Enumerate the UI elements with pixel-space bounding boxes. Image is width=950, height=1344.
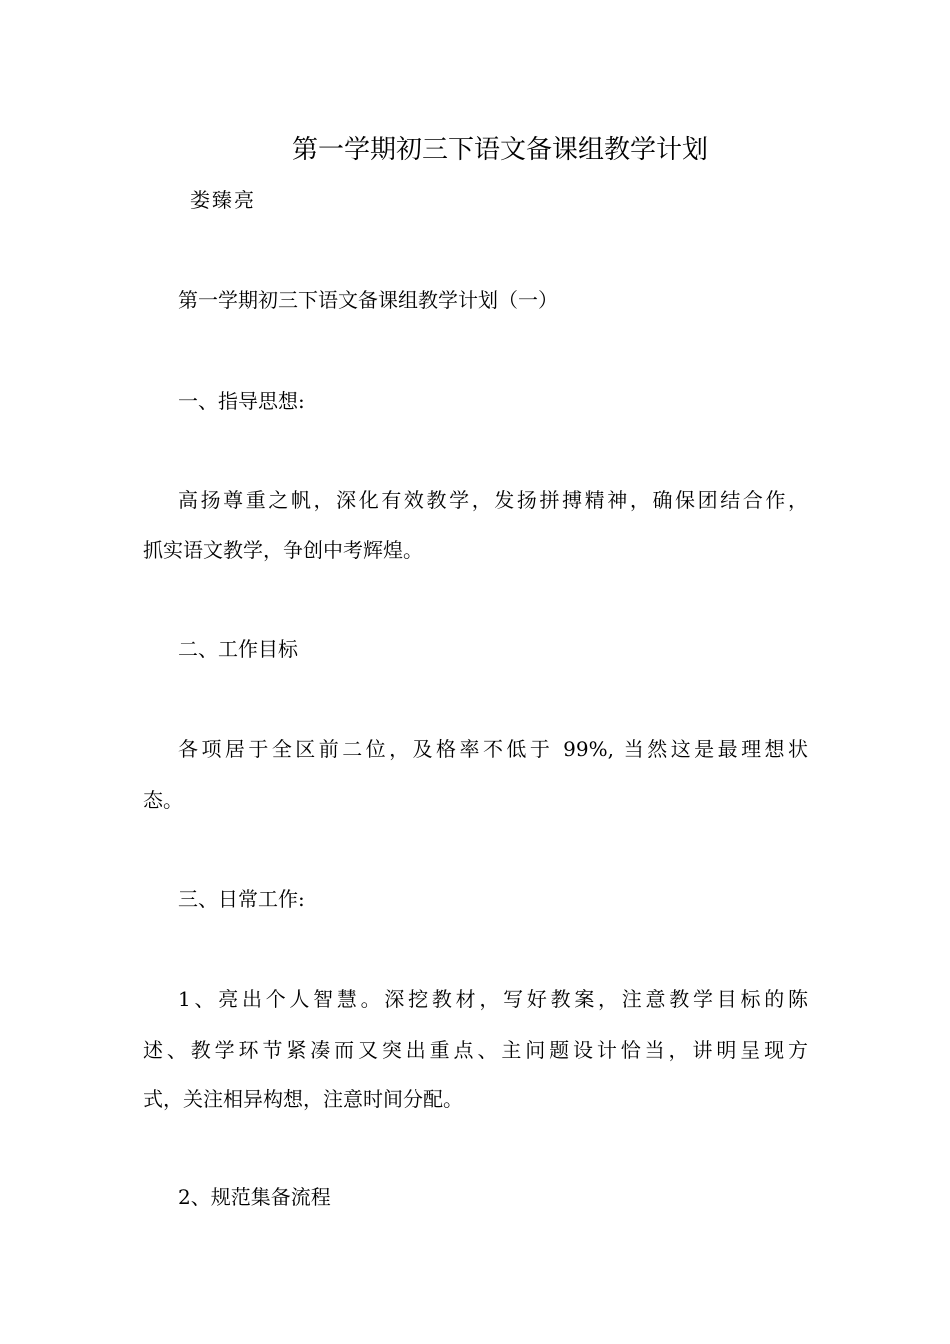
paragraph-line: 1、亮出个人智慧。深挖教材，写好教案，注意教学目标的陈 <box>178 987 808 1011</box>
document-title: 第一学期初三下语文备课组教学计划 <box>291 135 708 165</box>
list-item-heading: 2、规范集备流程 <box>178 1185 331 1209</box>
paragraph-line: 抓实语文教学，争创中考辉煌。 <box>143 538 423 562</box>
paragraph-line: 态。 <box>143 788 183 812</box>
paragraph-line: 述、教学环节紧凑而又突出重点、主问题设计恰当，讲明呈现方 <box>143 1038 808 1062</box>
document-author: 娄臻亮 <box>190 188 256 212</box>
document-subtitle: 第一学期初三下语文备课组教学计划（一） <box>178 288 558 312</box>
paragraph-line: 式，关注相异构想，注意时间分配。 <box>143 1087 463 1111</box>
section-heading-guiding-thought: 一、指导思想: <box>178 389 305 413</box>
paragraph-line: 各项居于全区前二位，及格率不低于 99%, 当然这是最理想状 <box>178 737 808 761</box>
paragraph-line: 高扬尊重之帆，深化有效教学，发扬拼搏精神，确保团结合作， <box>178 488 808 512</box>
section-heading-daily-work: 三、日常工作: <box>178 887 305 911</box>
section-heading-work-goals: 二、工作目标 <box>178 637 298 661</box>
